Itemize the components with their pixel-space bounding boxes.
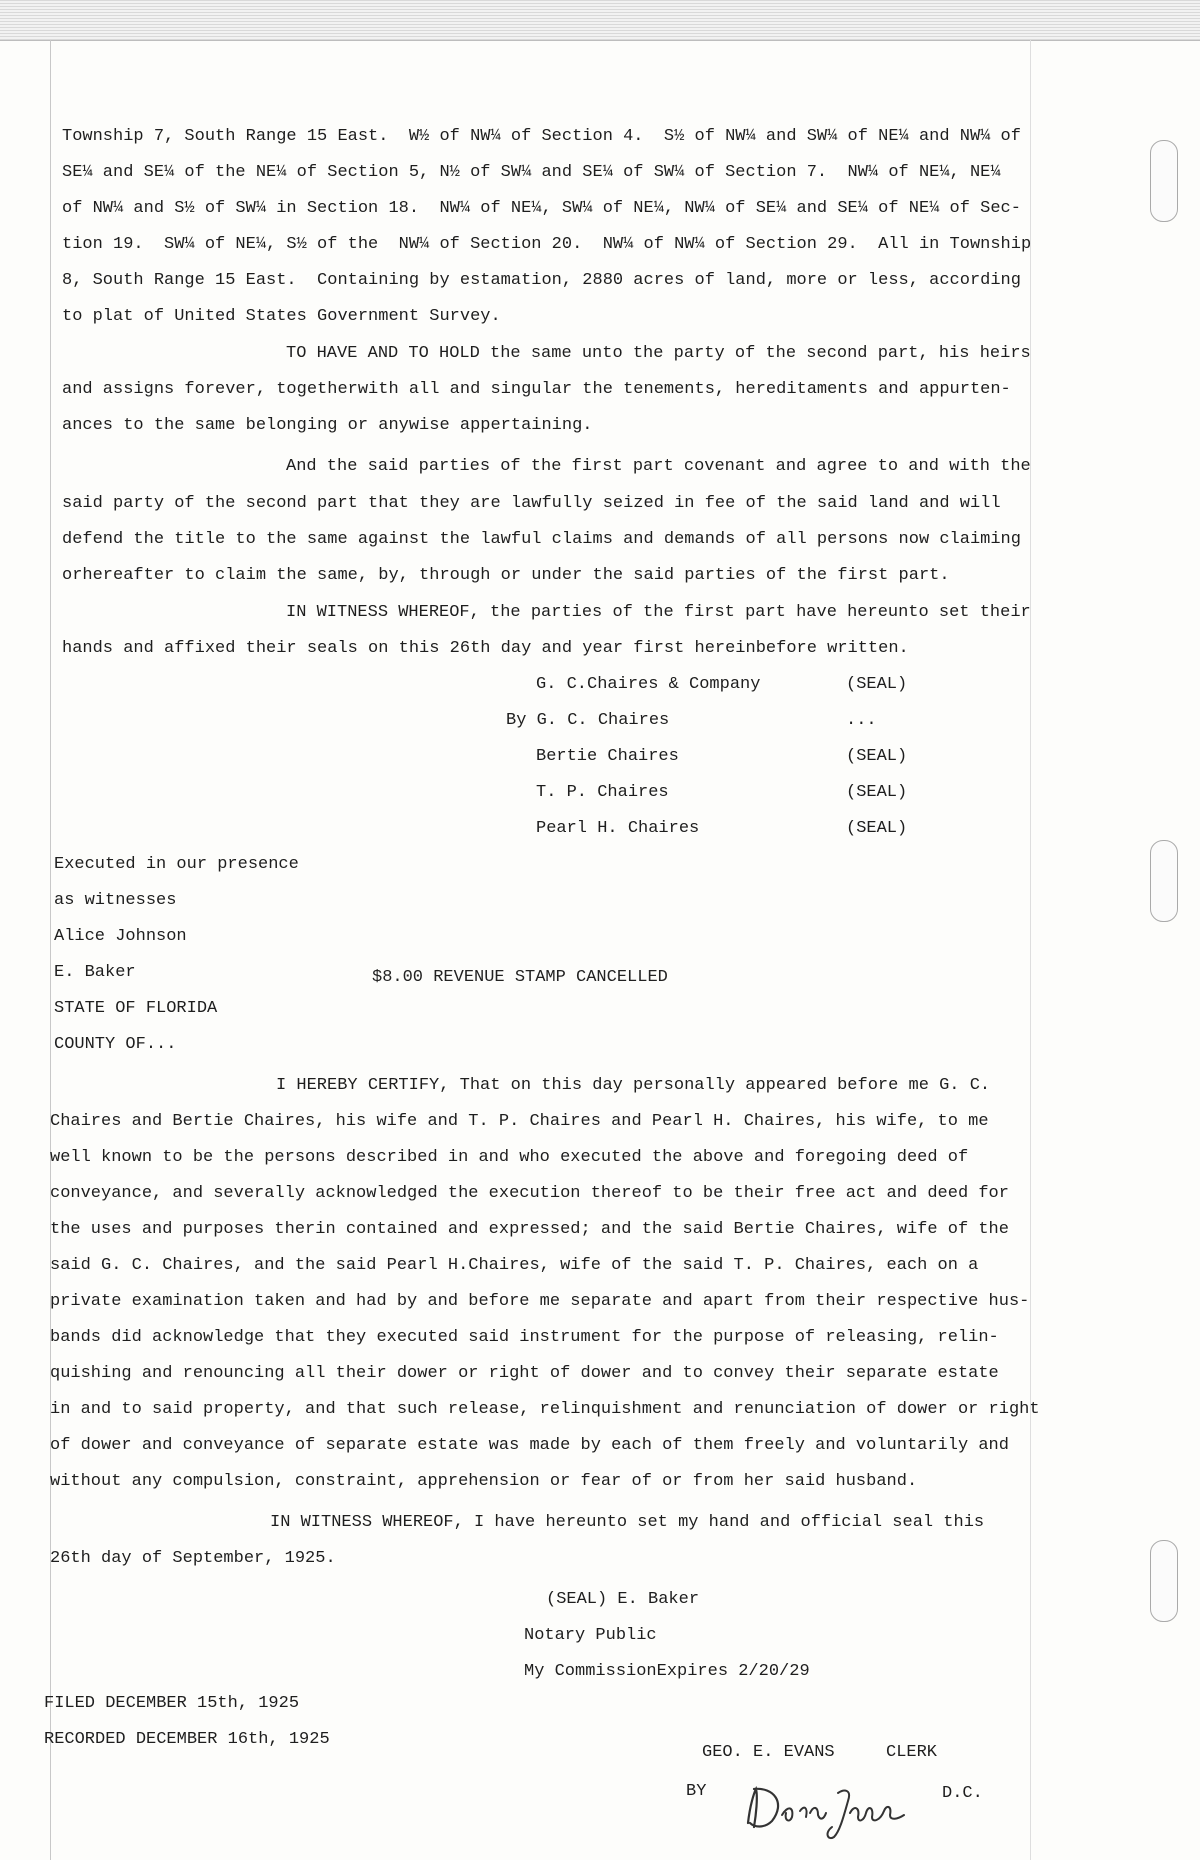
certificate-line: in and to said property, and that such release, relinquishment and renunciation of dower or right <box>50 1400 1040 1419</box>
body-line: IN WITNESS WHEREOF, the parties of the first part have hereunto set their <box>286 603 1031 622</box>
binder-hole-3 <box>1150 1540 1178 1622</box>
signatory-seal: (SEAL) <box>846 747 908 766</box>
body-line: orhereafter to claim the same, by, through or under the said parties of the first part. <box>62 566 950 585</box>
body-line: to plat of United States Government Survey. <box>62 307 501 326</box>
revenue-stamp-note: $8.00 REVENUE STAMP CANCELLED <box>372 968 668 987</box>
body-line: of NW¼ and S½ of SW¼ in Section 18. NW¼ of NE¼, SW¼ of NE¼, NW¼ of SE¼ and SE¼ of NE¼ of Sec- <box>62 199 1021 218</box>
witness-line: as witnesses <box>54 891 177 910</box>
signatory-name: T. P. Chaires <box>536 783 669 802</box>
clerk-by: BY <box>686 1782 707 1801</box>
certificate-line: said G. C. Chaires, and the said Pearl H.Chaires, wife of the said T. P. Chaires, each on a <box>50 1256 979 1275</box>
certificate-line: Chaires and Bertie Chaires, his wife and T. P. Chaires and Pearl H. Chaires, his wife, to me <box>50 1112 989 1131</box>
page-right-edge <box>1030 40 1031 1860</box>
body-line: 8, South Range 15 East. Containing by estamation, 2880 acres of land, more or less, according <box>62 271 1021 290</box>
filing-line: RECORDED DECEMBER 16th, 1925 <box>44 1730 330 1749</box>
notary-line: My CommissionExpires 2/20/29 <box>524 1662 810 1681</box>
deputy-clerk-signature <box>740 1775 920 1845</box>
body-line: Township 7, South Range 15 East. W½ of NW¼ of Section 4. S½ of NW¼ and SW¼ of NE¼ and NW¼ of <box>62 127 1021 146</box>
body-line: tion 19. SW¼ of NE¼, S½ of the NW¼ of Section 20. NW¼ of NW¼ of Section 29. All in Township <box>62 235 1032 254</box>
certificate-line: I HEREBY CERTIFY, That on this day personally appeared before me G. C. <box>276 1076 991 1095</box>
notary-line: Notary Public <box>524 1626 657 1645</box>
body-line: And the said parties of the first part covenant and agree to and with the <box>286 457 1031 476</box>
signatory-name: By G. C. Chaires <box>506 711 670 730</box>
body-line: defend the title to the same against the lawful claims and demands of all persons now claiming <box>62 530 1021 549</box>
certificate-line: 26th day of September, 1925. <box>50 1549 336 1568</box>
body-line: TO HAVE AND TO HOLD the same unto the party of the second part, his heirs <box>286 344 1031 363</box>
body-line: SE¼ and SE¼ of the NE¼ of Section 5, N½ of SW¼ and SE¼ of SW¼ of Section 7. NW¼ of NE¼, NE¼ <box>62 163 1001 182</box>
clerk-title: CLERK <box>886 1743 938 1762</box>
page-left-edge <box>50 40 51 1860</box>
signatory-seal: (SEAL) <box>846 675 908 694</box>
body-line: and assigns forever, togetherwith all and singular the tenements, hereditaments and appurten- <box>62 380 1011 399</box>
certificate-line: of dower and conveyance of separate estate was made by each of them freely and voluntarily and <box>50 1436 1009 1455</box>
signatory-name: Bertie Chaires <box>536 747 679 766</box>
certificate-line: private examination taken and had by and before me separate and apart from their respective hus- <box>50 1292 1030 1311</box>
witness-line: Executed in our presence <box>54 855 299 874</box>
binder-hole-2 <box>1150 840 1178 922</box>
certificate-line: well known to be the persons described in and who executed the above and foregoing deed of <box>50 1148 969 1167</box>
scan-top-border <box>0 0 1200 41</box>
binder-hole-1 <box>1150 140 1178 222</box>
certificate-line: IN WITNESS WHEREOF, I have hereunto set my hand and official seal this <box>270 1513 985 1532</box>
witness-line: COUNTY OF... <box>54 1035 177 1054</box>
certificate-line: the uses and purposes therin contained and expressed; and the said Bertie Chaires, wife of the <box>50 1220 1009 1239</box>
witness-line: Alice Johnson <box>54 927 187 946</box>
certificate-line: quishing and renouncing all their dower or right of dower and to convey their separate estate <box>50 1364 999 1383</box>
signatory-name: Pearl H. Chaires <box>536 819 700 838</box>
notary-line: (SEAL) E. Baker <box>546 1590 700 1609</box>
filing-line: FILED DECEMBER 15th, 1925 <box>44 1694 300 1713</box>
signatory-name: G. C.Chaires & Company <box>536 675 761 694</box>
body-line: said party of the second part that they are lawfully seized in fee of the said land and will <box>62 494 1001 513</box>
certificate-line: without any compulsion, constraint, apprehension or fear of or from her said husband. <box>50 1472 918 1491</box>
signatory-seal: (SEAL) <box>846 783 908 802</box>
signatory-seal: ... <box>846 711 877 730</box>
signatory-seal: (SEAL) <box>846 819 908 838</box>
certificate-line: conveyance, and severally acknowledged the execution thereof to be their free act and deed for <box>50 1184 1009 1203</box>
deputy-clerk-label: D.C. <box>942 1784 983 1803</box>
witness-line: STATE OF FLORIDA <box>54 999 218 1018</box>
clerk-name: GEO. E. EVANS <box>702 1743 835 1762</box>
body-line: ances to the same belonging or anywise appertaining. <box>62 416 593 435</box>
certificate-line: bands did acknowledge that they executed said instrument for the purpose of releasing, relin- <box>50 1328 999 1347</box>
body-line: hands and affixed their seals on this 26th day and year first hereinbefore written. <box>62 639 909 658</box>
witness-line: E. Baker <box>54 963 136 982</box>
